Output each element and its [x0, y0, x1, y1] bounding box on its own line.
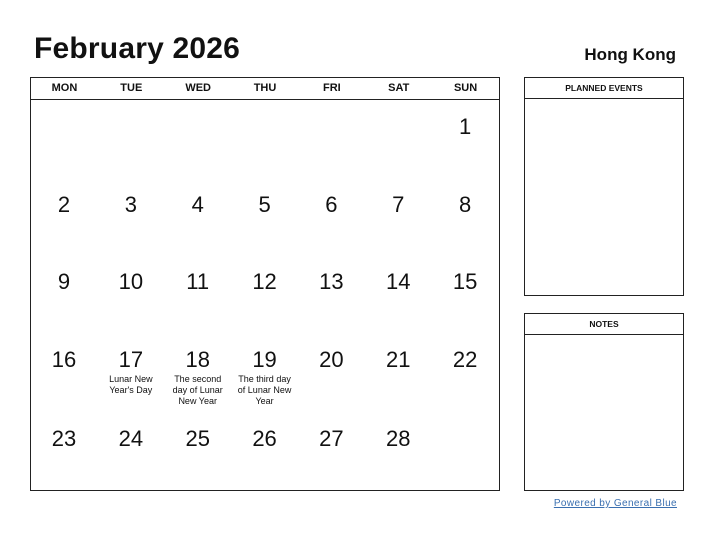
holiday-label: The second day of Lunar New Year [172, 374, 223, 406]
day-number: 26 [252, 426, 277, 451]
day-cell [298, 269, 364, 295]
day-number: 15 [452, 269, 478, 294]
day-number: 2 [57, 192, 71, 217]
weekday-sun: SUN [453, 82, 478, 94]
day-cell [298, 192, 364, 218]
day-cell [165, 426, 231, 452]
day-cell [232, 426, 298, 452]
day-cell [365, 269, 431, 295]
calendar-grid [30, 77, 500, 491]
day-cell [98, 426, 164, 452]
day-cell [365, 192, 431, 218]
day-number: 12 [252, 269, 277, 294]
day-number: 14 [386, 269, 411, 294]
day-cell [165, 347, 231, 407]
day-number: 13 [319, 269, 344, 294]
day-cell [432, 269, 498, 295]
day-number: 23 [51, 426, 77, 451]
day-number: 11 [186, 269, 210, 294]
holiday-label: Lunar New Year's Day [109, 374, 153, 395]
day-cell [31, 269, 97, 295]
day-number: 9 [57, 269, 71, 294]
page-title: February 2026 [34, 32, 241, 65]
holiday-label: The third day of Lunar New Year [237, 374, 292, 406]
planned-events-heading: PLANNED EVENTS [525, 78, 683, 99]
country-name: Hong Kong [584, 45, 676, 64]
day-number: 5 [258, 192, 271, 217]
notes-panel [524, 313, 684, 491]
day-number: 22 [452, 347, 478, 372]
day-number: 1 [459, 114, 472, 139]
day-cell [165, 269, 231, 295]
day-number: 6 [325, 192, 338, 217]
day-number: 7 [392, 192, 405, 217]
day-number: 27 [319, 426, 344, 451]
day-number: 3 [124, 192, 137, 217]
day-cell [365, 426, 431, 452]
day-number: 24 [118, 426, 144, 451]
powered-by-link[interactable]: Powered by General Blue [553, 498, 677, 509]
day-cell [98, 192, 164, 218]
weekday-tue: TUE [120, 82, 143, 94]
day-cell [298, 426, 364, 452]
day-cell [232, 192, 298, 218]
day-number: 17 [118, 347, 144, 372]
day-number: 21 [386, 347, 411, 372]
day-number: 16 [51, 347, 77, 372]
day-cell [432, 192, 498, 218]
day-cell [232, 347, 298, 407]
notes-heading: NOTES [525, 314, 683, 335]
planned-events-panel [524, 77, 684, 296]
day-number: 25 [185, 426, 210, 451]
day-cell [298, 347, 364, 373]
day-number: 20 [319, 347, 344, 372]
day-number: 8 [459, 192, 472, 217]
weekday-thu: THU [253, 82, 277, 94]
day-number: 19 [252, 347, 277, 372]
day-cell [31, 192, 97, 218]
day-cell [432, 347, 498, 373]
day-cell [98, 347, 164, 396]
weekday-wed: WED [185, 82, 211, 94]
day-cell [165, 192, 231, 218]
weekday-header [31, 78, 499, 100]
day-cell [365, 347, 431, 373]
weekday-fri: FRI [323, 82, 341, 94]
day-cell [98, 269, 164, 295]
day-cell [31, 426, 97, 452]
day-number: 4 [191, 192, 204, 217]
day-cell [232, 269, 298, 295]
weekday-sat: SAT [388, 82, 410, 94]
day-number: 28 [386, 426, 411, 451]
day-number: 18 [185, 347, 210, 372]
day-number: 10 [118, 269, 144, 294]
day-cell [432, 114, 498, 140]
weekday-mon: MON [51, 82, 78, 94]
day-cell [31, 347, 97, 373]
